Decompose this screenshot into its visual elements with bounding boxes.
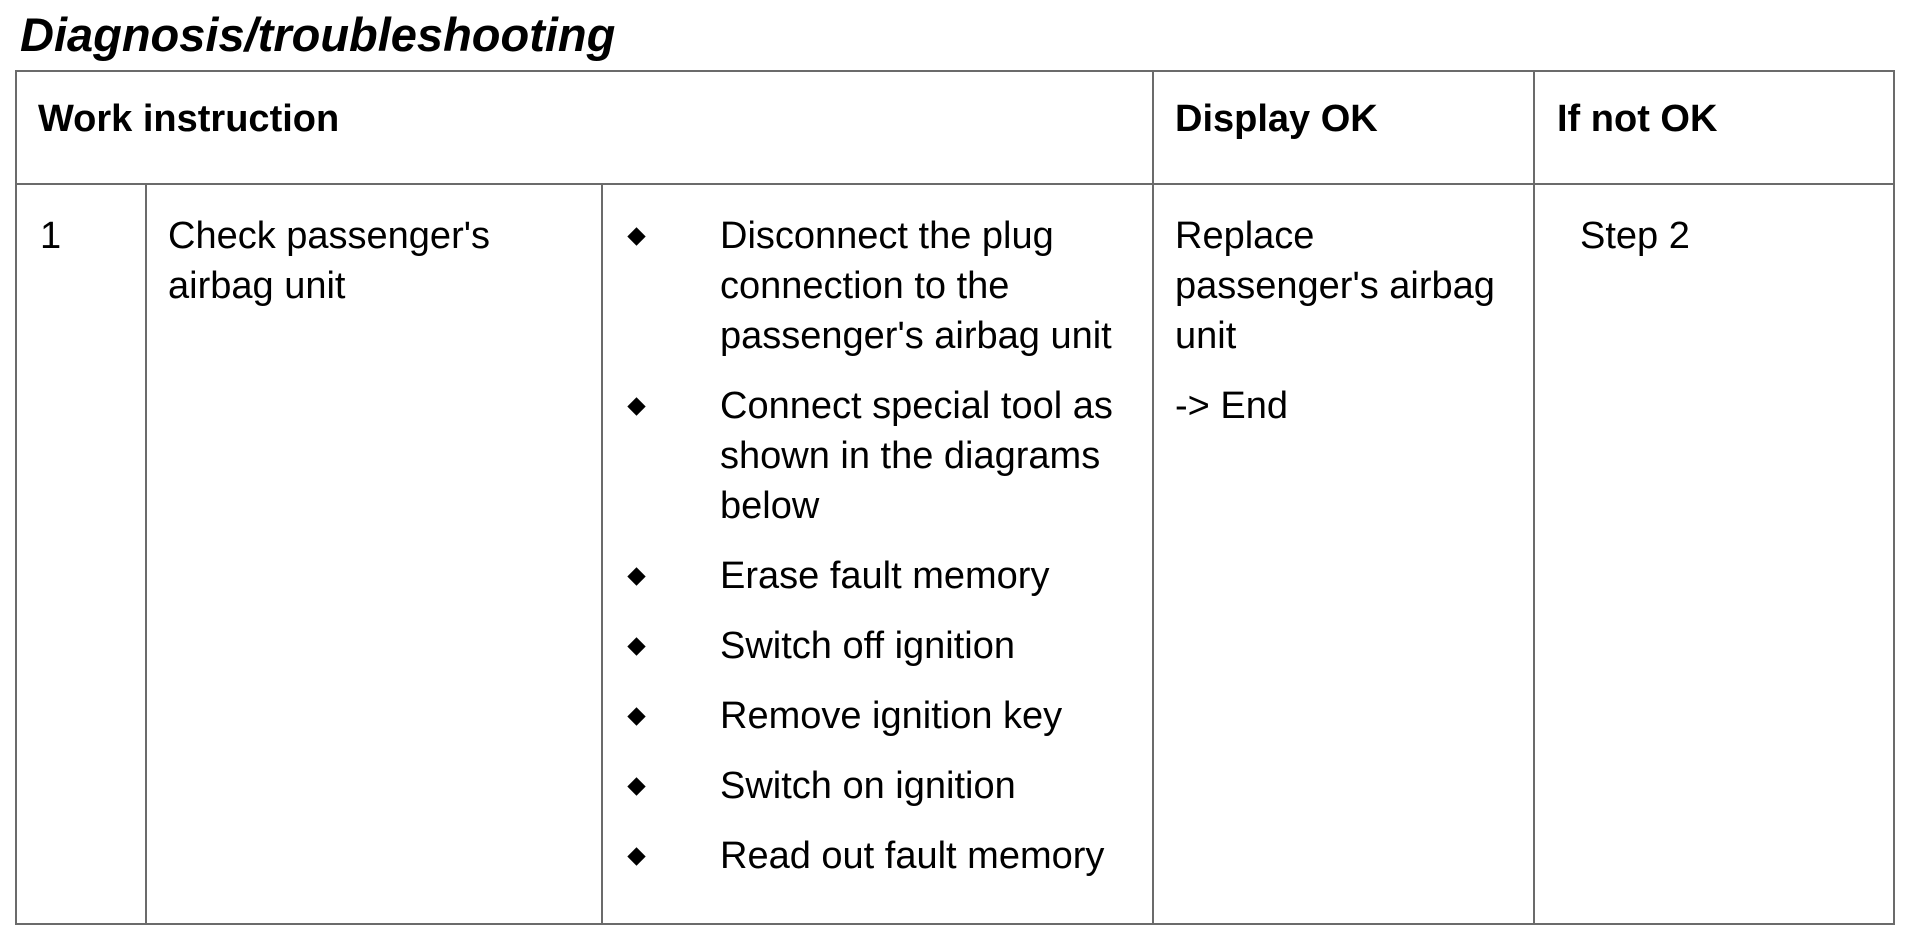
instruction-list bbox=[605, 211, 1130, 901]
instruction-item bbox=[605, 551, 1130, 601]
instruction-text: Remove ignition key bbox=[720, 695, 1063, 737]
instruction-item bbox=[605, 381, 1130, 531]
instruction-text: Erase fault memory bbox=[720, 555, 1050, 597]
if-not-ok-step-link: Step 2 bbox=[1580, 215, 1690, 257]
instruction-item bbox=[605, 621, 1130, 671]
diamond-bullet-icon bbox=[627, 397, 645, 415]
instruction-text: Switch off ignition bbox=[720, 625, 1016, 667]
column-divider-if-not-ok bbox=[1533, 70, 1535, 925]
header-if-not-ok: If not OK bbox=[1557, 98, 1718, 140]
header-work-instruction: Work instruction bbox=[38, 98, 340, 140]
step-number: 1 bbox=[40, 215, 62, 257]
column-divider-step-number bbox=[145, 184, 147, 925]
instruction-text: Connect special tool as shown in the diagrams below bbox=[720, 385, 1113, 527]
diamond-bullet-icon bbox=[627, 567, 645, 585]
instruction-item bbox=[605, 691, 1130, 741]
display-ok-text: Replace passenger's airbag unit bbox=[1175, 215, 1495, 357]
instruction-text: Disconnect the plug connection to the passenger's airbag unit bbox=[720, 215, 1112, 357]
header-display-ok: Display OK bbox=[1175, 98, 1378, 140]
diamond-bullet-icon bbox=[627, 707, 645, 725]
diamond-bullet-icon bbox=[627, 777, 645, 795]
diamond-bullet-icon bbox=[627, 637, 645, 655]
column-divider-display-ok bbox=[1152, 70, 1154, 925]
instruction-item bbox=[605, 211, 1130, 361]
instruction-text: Read out fault memory bbox=[720, 835, 1105, 877]
display-ok-next: -> End bbox=[1175, 385, 1289, 427]
diamond-bullet-icon bbox=[627, 847, 645, 865]
diamond-bullet-icon bbox=[627, 227, 645, 245]
column-divider-check bbox=[601, 184, 603, 925]
check-description: Check passenger's airbag unit bbox=[168, 215, 490, 307]
instruction-text: Switch on ignition bbox=[720, 765, 1016, 807]
header-divider bbox=[15, 183, 1895, 185]
page-title: Diagnosis/troubleshooting bbox=[20, 8, 616, 61]
instruction-item bbox=[605, 761, 1130, 811]
instruction-item bbox=[605, 831, 1130, 881]
